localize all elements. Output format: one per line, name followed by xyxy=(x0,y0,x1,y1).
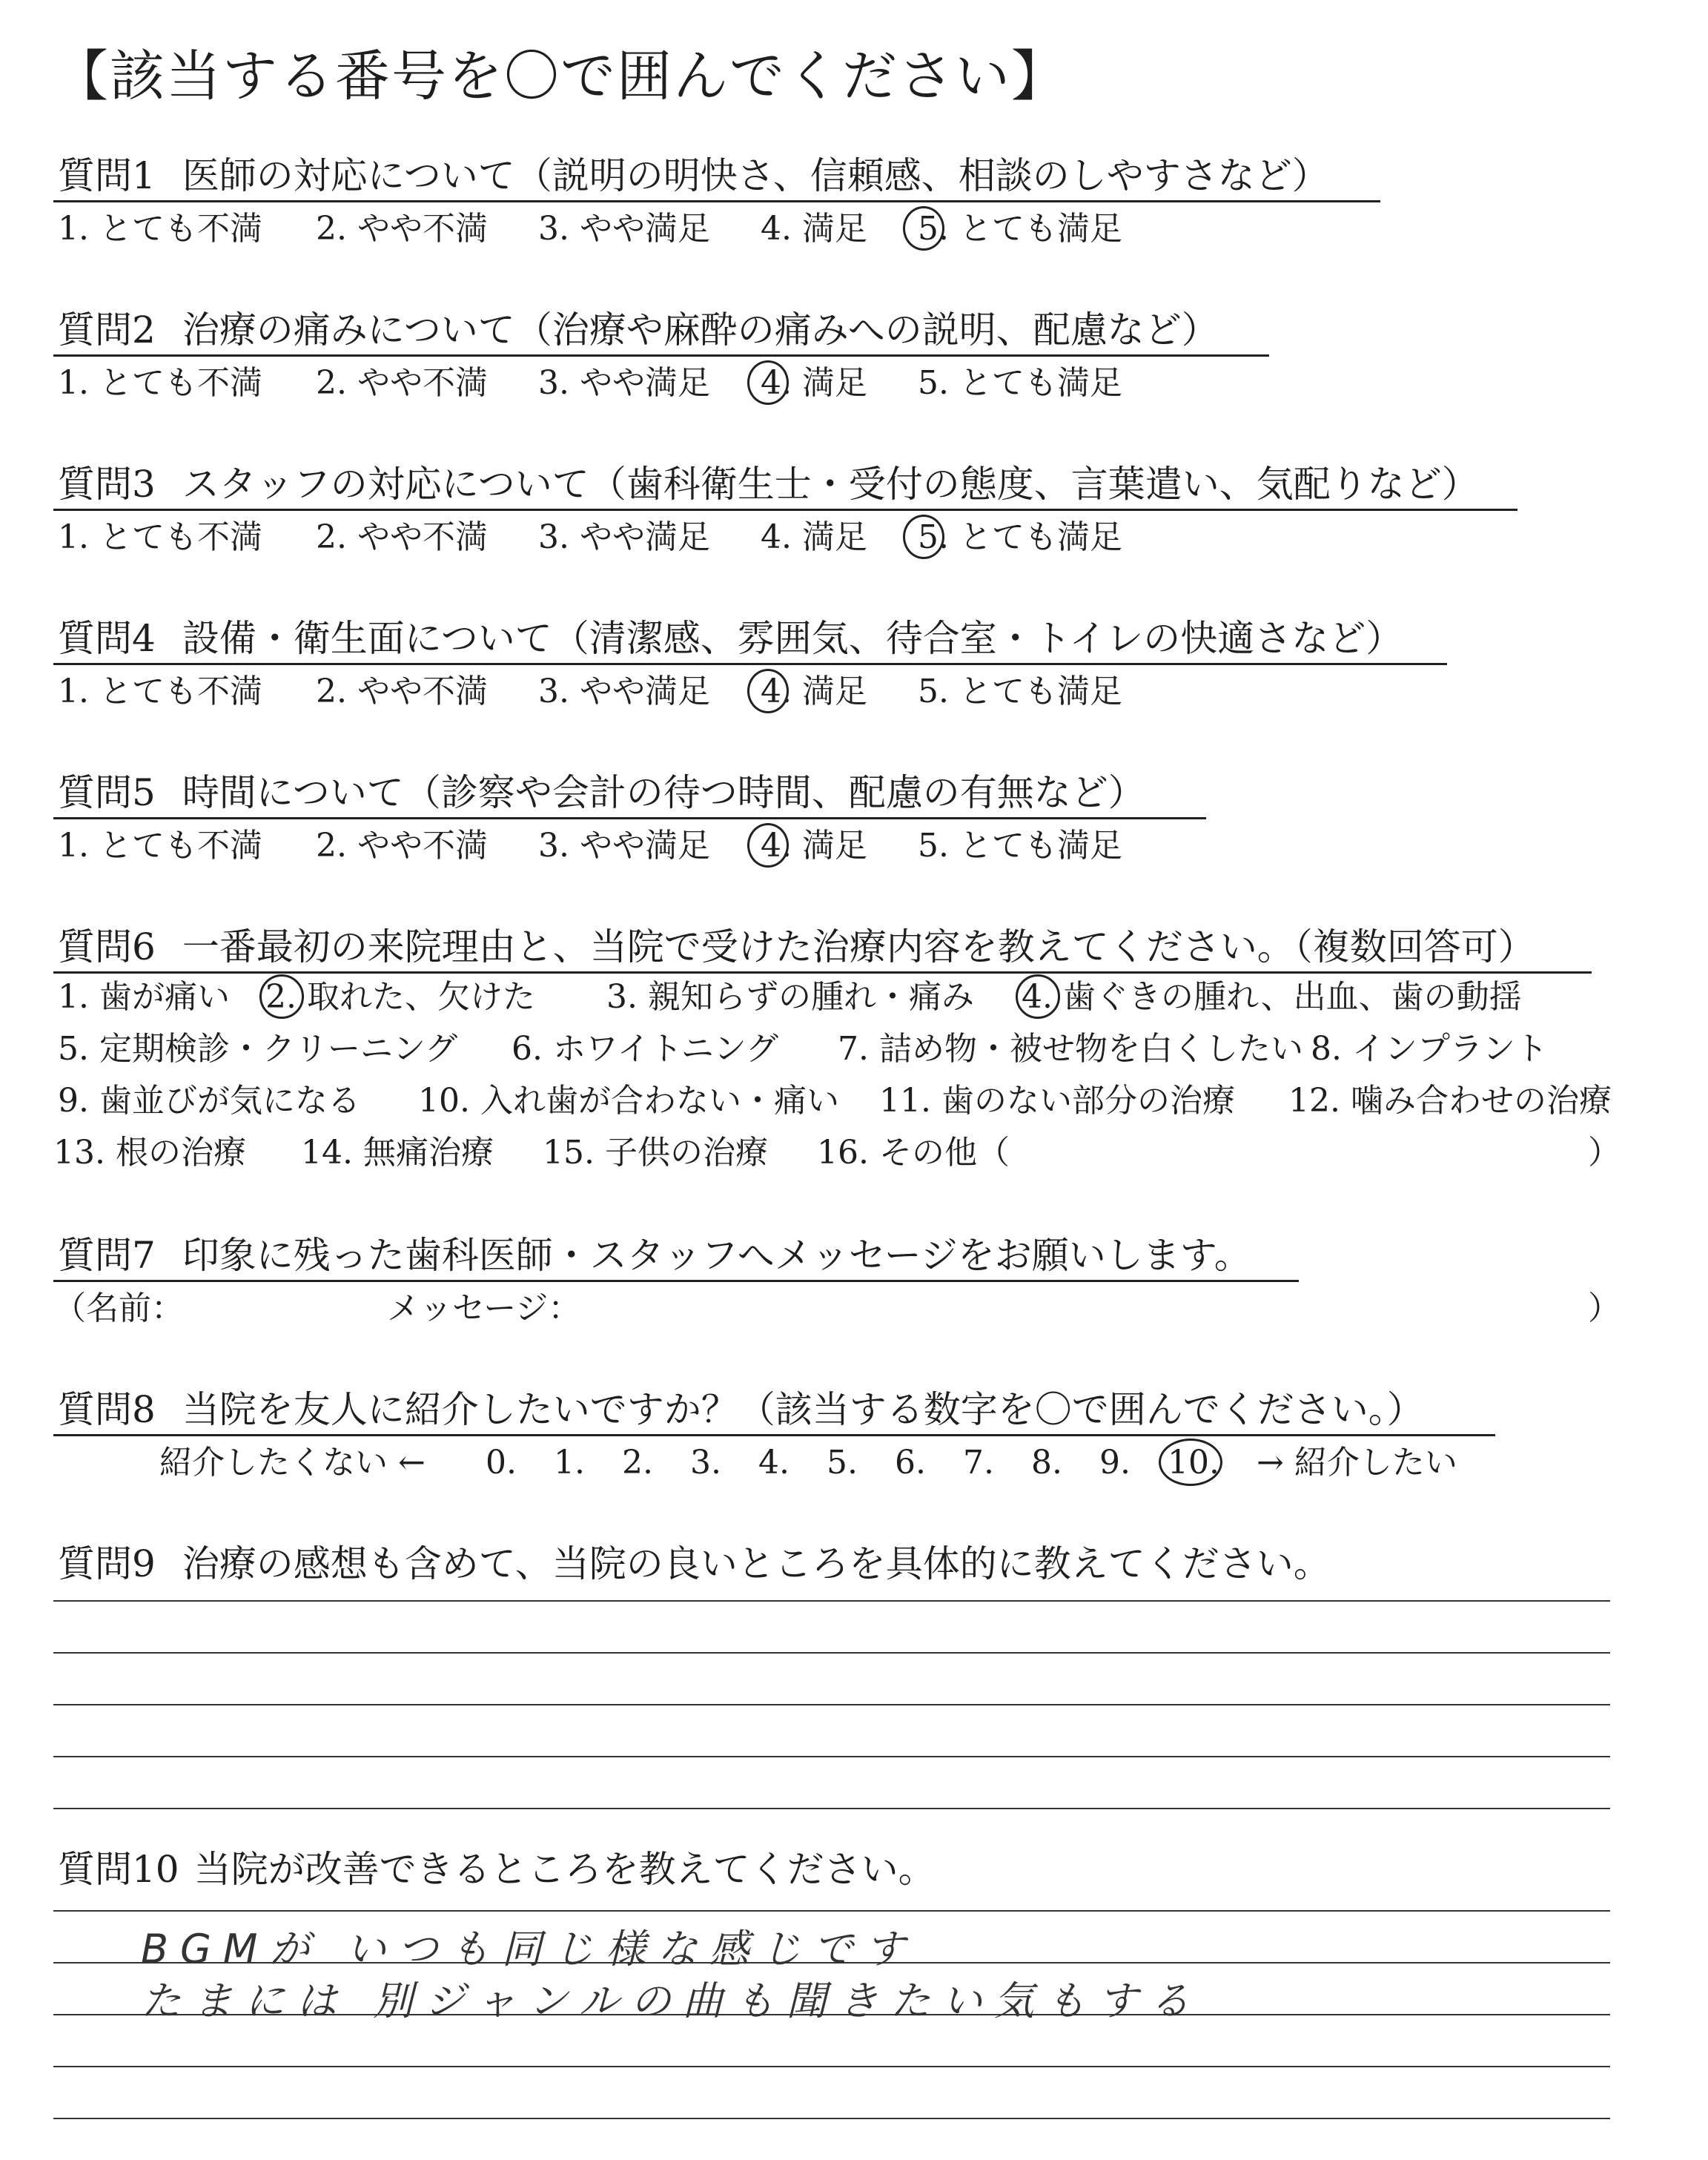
q8-scale-0[interactable]: 0. xyxy=(486,1444,517,1482)
q2-option-4[interactable]: 4. 満足 xyxy=(761,364,867,402)
q2-option-5[interactable]: 5. とても満足 xyxy=(918,364,1122,402)
q8-left-label: 紹介したくない ← xyxy=(159,1444,426,1482)
q9-answer-line[interactable] xyxy=(53,1652,1610,1654)
q2-option-1[interactable]: 1. とても不満 xyxy=(58,364,262,402)
q5-option-3[interactable]: 3. やや満足 xyxy=(538,827,710,865)
q8-scale-2[interactable]: 2. xyxy=(622,1444,653,1482)
question-8-underline xyxy=(53,1434,1495,1436)
question-6-label: 質問6 xyxy=(58,925,156,968)
q7-message-label: メッセージ： xyxy=(387,1289,581,1327)
q5-option-2[interactable]: 2. やや不満 xyxy=(316,827,488,865)
q5-option-4[interactable]: 4. 満足 xyxy=(761,827,867,865)
question-3-text: スタッフの対応について（歯科衛生士・受付の態度、言葉遣い、気配りなど） xyxy=(182,463,1479,506)
q3-option-3[interactable]: 3. やや満足 xyxy=(538,518,710,556)
q10-handwritten-answer-line-2: たまには 別ジャンルの曲も聞きたい気もする xyxy=(141,1978,1202,2024)
question-4-heading xyxy=(58,617,1403,660)
q10-answer-line[interactable] xyxy=(53,2118,1610,2119)
q3-option-2[interactable]: 2. やや不満 xyxy=(316,518,488,556)
question-10-text: 当院が改善できるところを教えてください。 xyxy=(193,1848,936,1891)
q6-other-close-paren: ） xyxy=(1588,1134,1621,1172)
q6-option-12[interactable]: 12. 噛み合わせの治療 xyxy=(1288,1082,1612,1120)
question-3-heading xyxy=(58,463,1479,506)
q10-handwritten-answer-line-1: BGMが いつも同じ様な感じです xyxy=(141,1926,917,1972)
q4-option-1[interactable]: 1. とても不満 xyxy=(58,673,262,710)
question-4-text: 設備・衛生面について（清潔感、雰囲気、待合室・トイレの快適さなど） xyxy=(182,617,1403,660)
q8-scale-9[interactable]: 9. xyxy=(1099,1444,1131,1482)
q6-option-8[interactable]: 8. インプラント xyxy=(1311,1030,1548,1068)
q7-name-label: （名前： xyxy=(53,1289,184,1327)
page-title: 【該当する番号を〇で囲んでください】 xyxy=(53,44,1068,108)
question-6-underline xyxy=(53,971,1592,974)
question-9-heading xyxy=(58,1542,1331,1585)
question-1-underline xyxy=(53,200,1380,202)
question-5-label: 質問5 xyxy=(58,771,156,814)
q2-option-3[interactable]: 3. やや満足 xyxy=(538,364,710,402)
q8-scale-3[interactable]: 3. xyxy=(690,1444,721,1482)
question-10-label: 質問10 xyxy=(58,1848,179,1891)
q8-scale-10[interactable]: 10. xyxy=(1168,1444,1219,1482)
q6-option-2[interactable]: 2. 取れた、欠けた xyxy=(265,978,535,1016)
q9-answer-line[interactable] xyxy=(53,1808,1610,1809)
q6-option-13[interactable]: 13. 根の治療 xyxy=(53,1134,246,1172)
q10-answer-line[interactable] xyxy=(53,1910,1610,1912)
q1-option-3[interactable]: 3. やや満足 xyxy=(538,210,710,248)
question-5-heading xyxy=(58,771,1145,814)
q1-option-4[interactable]: 4. 満足 xyxy=(761,210,867,248)
q4-option-5[interactable]: 5. とても満足 xyxy=(918,673,1122,710)
question-7-heading xyxy=(58,1234,1251,1277)
question-9-label: 質問9 xyxy=(58,1542,156,1585)
q1-option-2[interactable]: 2. やや不満 xyxy=(316,210,488,248)
q6-option-11[interactable]: 11. 歯のない部分の治療 xyxy=(879,1082,1235,1120)
question-2-heading xyxy=(58,308,1219,351)
q8-scale-8[interactable]: 8. xyxy=(1031,1444,1062,1482)
q6-option-7[interactable]: 7. 詰め物・被せ物を白くしたい xyxy=(838,1030,1303,1068)
q8-right-label: → 紹介したい xyxy=(1257,1444,1457,1482)
question-8-label: 質問8 xyxy=(58,1388,156,1431)
q6-option-14[interactable]: 14. 無痛治療 xyxy=(301,1134,494,1172)
question-5-text: 時間について（診察や会計の待つ時間、配慮の有無など） xyxy=(182,771,1145,814)
q9-answer-line[interactable] xyxy=(53,1756,1610,1757)
q4-option-2[interactable]: 2. やや不満 xyxy=(316,673,488,710)
q6-option-3[interactable]: 3. 親知らずの腫れ・痛み xyxy=(606,978,974,1016)
q5-option-1[interactable]: 1. とても不満 xyxy=(58,827,262,865)
q9-answer-line[interactable] xyxy=(53,1600,1610,1602)
q3-option-5[interactable]: 5. とても満足 xyxy=(918,518,1122,556)
question-2-underline xyxy=(53,354,1269,357)
q8-scale-7[interactable]: 7. xyxy=(963,1444,994,1482)
q5-option-5[interactable]: 5. とても満足 xyxy=(918,827,1122,865)
question-6-text: 一番最初の来院理由と、当院で受けた治療内容を教えてください。（複数回答可） xyxy=(182,925,1535,968)
q6-option-6[interactable]: 6. ホワイトニング xyxy=(512,1030,779,1068)
question-6-heading xyxy=(58,925,1535,968)
q6-option-1[interactable]: 1. 歯が痛い xyxy=(58,978,230,1016)
q6-option-10[interactable]: 10. 入れ歯が合わない・痛い xyxy=(418,1082,839,1120)
question-1-heading xyxy=(58,154,1329,197)
q6-option-5[interactable]: 5. 定期検診・クリーニング xyxy=(58,1030,458,1068)
q6-option-15[interactable]: 15. 子供の治療 xyxy=(543,1134,768,1172)
q6-option-16[interactable]: 16. その他（ xyxy=(817,1134,1010,1172)
q8-scale-1[interactable]: 1. xyxy=(554,1444,585,1482)
question-2-label: 質問2 xyxy=(58,308,156,351)
question-1-label: 質問1 xyxy=(58,154,156,197)
question-5-underline xyxy=(53,817,1206,819)
q3-option-1[interactable]: 1. とても不満 xyxy=(58,518,262,556)
question-3-label: 質問3 xyxy=(58,463,156,506)
question-3-underline xyxy=(53,509,1517,511)
q3-option-4[interactable]: 4. 満足 xyxy=(761,518,867,556)
question-7-label: 質問7 xyxy=(58,1234,156,1277)
question-4-label: 質問4 xyxy=(58,617,156,660)
q8-scale-4[interactable]: 4. xyxy=(758,1444,790,1482)
q6-option-9[interactable]: 9. 歯並びが気になる xyxy=(58,1082,360,1120)
q9-answer-line[interactable] xyxy=(53,1704,1610,1705)
question-9-text: 治療の感想も含めて、当院の良いところを具体的に教えてください。 xyxy=(182,1542,1331,1585)
q8-scale-5[interactable]: 5. xyxy=(827,1444,858,1482)
question-1-text: 医師の対応について（説明の明快さ、信頼感、相談のしやすさなど） xyxy=(182,154,1329,197)
q10-answer-line[interactable] xyxy=(53,2066,1610,2067)
question-4-underline xyxy=(53,663,1447,665)
q2-option-2[interactable]: 2. やや不満 xyxy=(316,364,488,402)
q6-option-4[interactable]: 4. 歯ぐきの腫れ、出血、歯の動揺 xyxy=(1022,978,1522,1016)
question-10-heading xyxy=(58,1848,936,1891)
question-8-heading xyxy=(58,1388,1424,1431)
question-2-text: 治療の痛みについて（治療や麻酔の痛みへの説明、配慮など） xyxy=(182,308,1219,351)
q8-scale-6[interactable]: 6. xyxy=(895,1444,926,1482)
q4-option-4[interactable]: 4. 満足 xyxy=(761,673,867,710)
q1-option-1[interactable]: 1. とても不満 xyxy=(58,210,262,248)
question-8-text: 当院を友人に紹介したいですか？（該当する数字を〇で囲んでください。） xyxy=(182,1388,1424,1431)
question-7-underline xyxy=(53,1280,1299,1282)
q4-option-3[interactable]: 3. やや満足 xyxy=(538,673,710,710)
q1-option-5[interactable]: 5. とても満足 xyxy=(918,210,1122,248)
q7-close-paren: ） xyxy=(1588,1289,1621,1327)
question-7-text: 印象に残った歯科医師・スタッフへメッセージをお願いします。 xyxy=(182,1234,1251,1277)
